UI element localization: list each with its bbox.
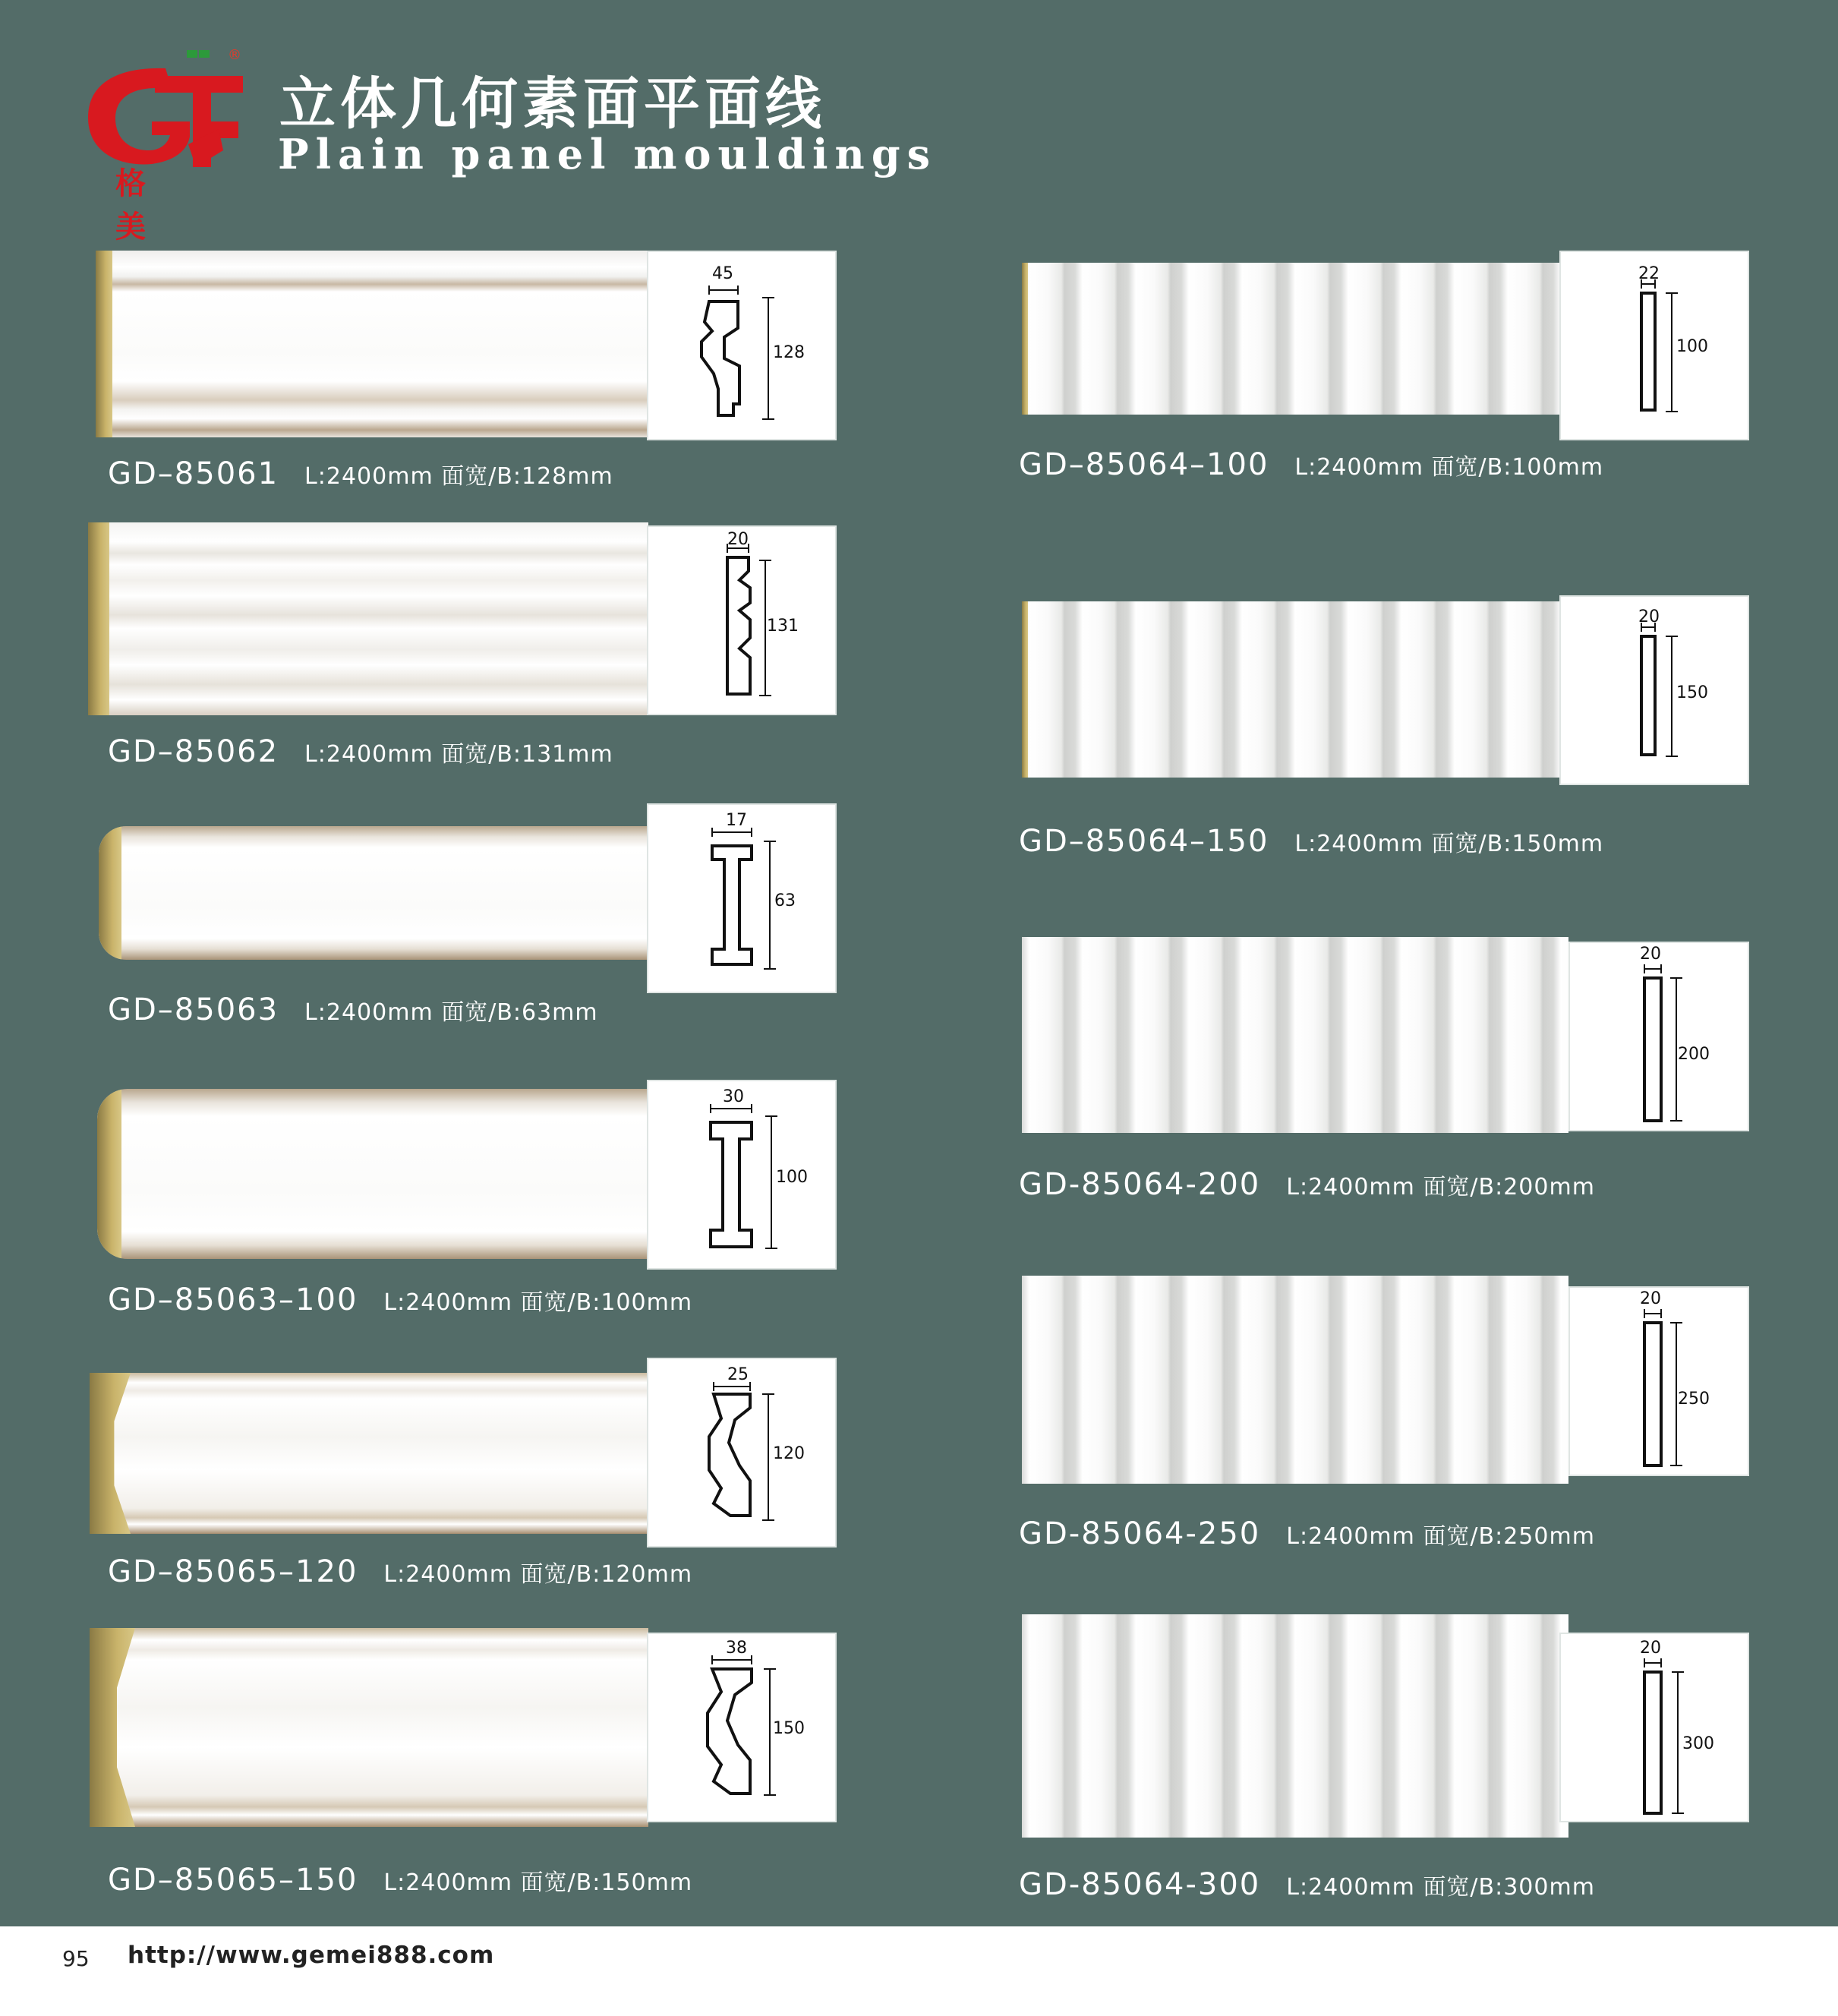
product-caption [1019,1169,1595,1200]
product-caption [108,992,598,1027]
profile-diagram [1568,942,1749,1131]
dimension-width: 17 [726,811,747,830]
page-footer [0,1926,1838,2016]
dimension-width: 22 [1638,264,1660,283]
product-spec: L:2400mm 面宽/B:120mm [383,1561,693,1588]
product-photo [96,251,648,437]
page-number: 95 [62,1946,90,1971]
product-photo [99,826,648,960]
dimension-width: 20 [1638,607,1660,626]
dimension-height: 150 [1676,683,1708,702]
product-spec: L:2400mm 面宽/B:63mm [304,999,598,1026]
page-title-english: Plain panel mouldings [278,130,937,178]
product-caption [108,1282,693,1317]
product-caption [1019,1516,1595,1551]
product-code: GD-85064-300 [1019,1867,1261,1902]
profile-diagram [647,1358,837,1547]
dimension-width: 20 [1640,1639,1661,1658]
product-code: GD–85062 [108,734,279,769]
product-code: GD–85064–150 [1019,824,1269,859]
dimension-height: 100 [776,1168,808,1187]
dimension-height: 300 [1682,1734,1714,1753]
product-caption [1019,447,1604,482]
brand-logo [82,46,249,245]
product-photo [1022,601,1561,778]
product-code: GD–85063 [108,992,279,1027]
product-spec: L:2400mm 面宽/B:250mm [1286,1523,1595,1550]
product-photo [1022,1276,1568,1484]
product-photo [1022,937,1568,1133]
dimension-width: 20 [727,530,749,549]
dimension-width: 45 [712,264,733,283]
product-spec: L:2400mm 面宽/B:100mm [1294,454,1604,481]
product-photo [88,522,648,715]
profile-diagram [1568,1286,1749,1476]
dimension-width: 20 [1640,945,1661,964]
svg-text:®: ® [228,47,241,63]
product-code: GD–85065–150 [108,1863,358,1898]
product-code: GD-85064-200 [1019,1167,1261,1202]
dimension-width: 25 [727,1365,749,1384]
product-caption [1019,1869,1595,1900]
product-caption [108,456,613,491]
dimension-height: 200 [1678,1045,1710,1064]
product-spec: L:2400mm 面宽/B:200mm [1286,1174,1595,1200]
dimension-height: 250 [1678,1390,1710,1409]
product-code: GD–85063–100 [108,1282,358,1317]
dimension-height: 150 [773,1719,805,1738]
product-photo [97,1089,650,1259]
product-photo [90,1373,648,1534]
dimension-width: 20 [1640,1289,1661,1308]
product-caption [108,1554,693,1589]
dimension-height: 128 [773,343,805,362]
product-code: GD–85064–100 [1019,447,1269,482]
dimension-width: 30 [723,1087,744,1106]
product-code: GD–85061 [108,456,279,491]
product-code: GD-85064-250 [1019,1516,1261,1551]
profile-diagram [647,525,837,715]
profile-diagram [1559,251,1749,440]
dimension-height: 100 [1676,337,1708,356]
product-spec: L:2400mm 面宽/B:300mm [1286,1874,1595,1901]
product-spec: L:2400mm 面宽/B:150mm [383,1869,693,1896]
dimension-height: 63 [774,891,796,910]
page-title-chinese: 立体几何素面平面线 [279,71,826,137]
product-photo [1022,263,1561,415]
product-spec: L:2400mm 面宽/B:128mm [304,463,613,490]
product-spec: L:2400mm 面宽/B:131mm [304,741,613,768]
product-photo [90,1628,648,1827]
dimension-width: 38 [726,1639,747,1658]
product-code: GD–85065–120 [108,1554,358,1589]
product-caption [108,734,613,769]
dimension-height: 131 [767,617,799,636]
product-caption [1019,826,1603,857]
product-spec: L:2400mm 面宽/B:150mm [1294,831,1604,857]
product-spec: L:2400mm 面宽/B:100mm [383,1289,693,1316]
logo-chinese-text: 格美 [115,166,176,245]
profile-diagram [647,251,837,440]
profile-diagram [647,1080,837,1270]
product-caption [108,1863,693,1898]
product-photo [1022,1614,1568,1838]
profile-diagram [647,1633,837,1822]
profile-diagram [1559,1633,1749,1822]
profile-diagram [1559,595,1749,785]
website-link[interactable]: http://www.gemei888.com [128,1942,495,1969]
profile-diagram [647,803,837,993]
dimension-height: 120 [773,1444,805,1463]
